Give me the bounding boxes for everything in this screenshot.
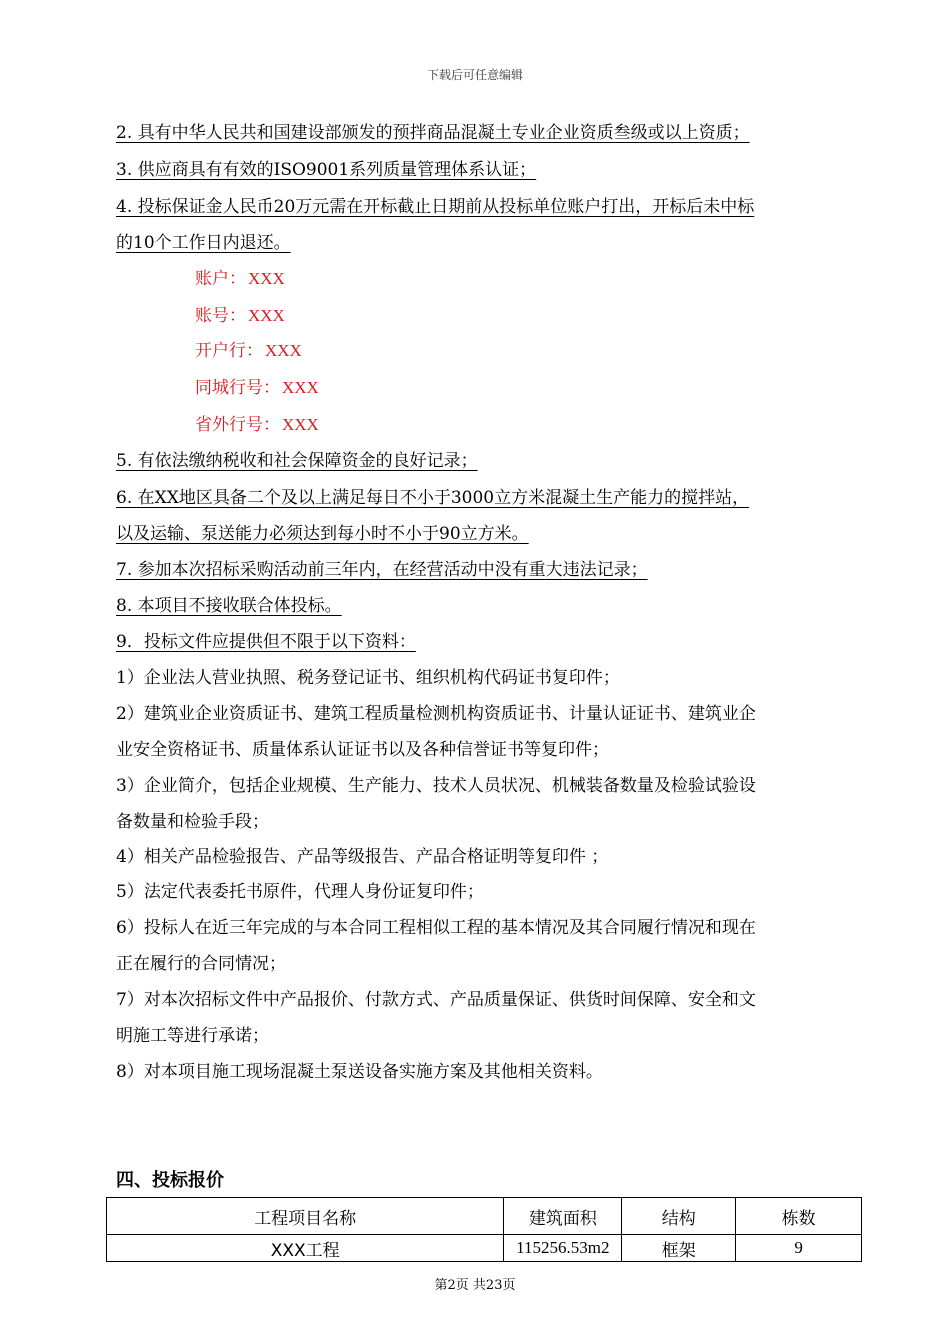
header-structure: 结构 (622, 1198, 736, 1235)
requirement-3: 3. 供应商具有有效的ISO9001系列质量管理体系认证； (116, 160, 537, 180)
cell-structure: 框架 (622, 1235, 736, 1262)
header-floor-area: 建筑面积 (504, 1198, 622, 1235)
material-item: 6）投标人在近三年完成的与本合同工程相似工程的基本情况及其合同履行情况和现在 (116, 918, 756, 938)
requirement-9: 9．投标文件应提供但不限于以下资料： (116, 632, 416, 652)
material-item: 备数量和检验手段； (116, 812, 269, 832)
material-item: 8）对本项目施工现场混凝土泵送设备实施方案及其他相关资料。 (116, 1062, 603, 1082)
material-item: 4）相关产品检验报告、产品等级报告、产品合格证明等复印件 ； (116, 847, 609, 867)
material-item: 3）企业简介，包括企业规模、生产能力、技术人员状况、机械装备数量及检验试验设 (116, 776, 756, 796)
bank-local-code: 同城行号： XXX (195, 378, 319, 398)
material-item: 1）企业法人营业执照、税务登记证书、组织机构代码证书复印件； (116, 668, 620, 688)
requirement-8: 8. 本项目不接收联合体投标。 (116, 596, 342, 616)
header-project-name: 工程项目名称 (107, 1198, 504, 1235)
material-item: 7）对本次招标文件中产品报价、付款方式、产品质量保证、供货时间保障、安全和文 (116, 990, 756, 1010)
page-header: 下载后可任意编辑 (426, 68, 523, 82)
material-item: 明施工等进行承诺； (116, 1026, 269, 1046)
requirement-2: 2. 具有中华人民共和国建设部颁发的预拌商品混凝土专业企业资质叁级或以上资质； (116, 123, 750, 143)
bank-account-name: 账户： XXX (195, 269, 285, 289)
requirement-6-line2: 以及运输、泵送能力必须达到每小时不小于90立方米。 (116, 524, 529, 544)
page-footer: 第2页 共23页 (434, 1278, 516, 1293)
material-item: 业安全资格证书、质量体系认证证书以及各种信誉证书等复印件； (116, 740, 609, 760)
requirement-5: 5. 有依法缴纳税收和社会保障资金的良好记录； (116, 451, 478, 471)
cell-floor-area: 115256.53m2 (504, 1235, 622, 1262)
material-item: 正在履行的合同情况； (116, 954, 286, 974)
requirement-6-line1: 6. 在XX地区具备二个及以上满足每日不小于3000立方米混凝土生产能力的搅拌站， (116, 488, 750, 508)
material-item: 5）法定代表委托书原件，代理人身份证复印件； (116, 882, 484, 902)
table-header-row (107, 1198, 862, 1235)
cell-project-name: XXX工程 (107, 1235, 504, 1262)
requirement-7: 7. 参加本次招标采购活动前三年内，在经营活动中没有重大违法记录； (116, 560, 648, 580)
requirement-4-line2: 的10个工作日内退还。 (116, 233, 291, 253)
quote-table (106, 1197, 862, 1262)
table-row (107, 1235, 862, 1262)
bank-account-number: 账号： XXX (195, 306, 285, 326)
cell-building-count: 9 (736, 1235, 862, 1262)
bank-remote-code: 省外行号： XXX (195, 415, 319, 435)
requirement-4-line1: 4. 投标保证金人民币20万元需在开标截止日期前从投标单位账户打出，开标后未中标 (116, 197, 755, 217)
header-building-count: 栋数 (736, 1198, 862, 1235)
material-item: 2）建筑业企业资质证书、建筑工程质量检测机构资质证书、计量认证证书、建筑业企 (116, 704, 756, 724)
section-title: 四、投标报价 (116, 1170, 224, 1191)
bank-name: 开户行： XXX (195, 341, 302, 361)
